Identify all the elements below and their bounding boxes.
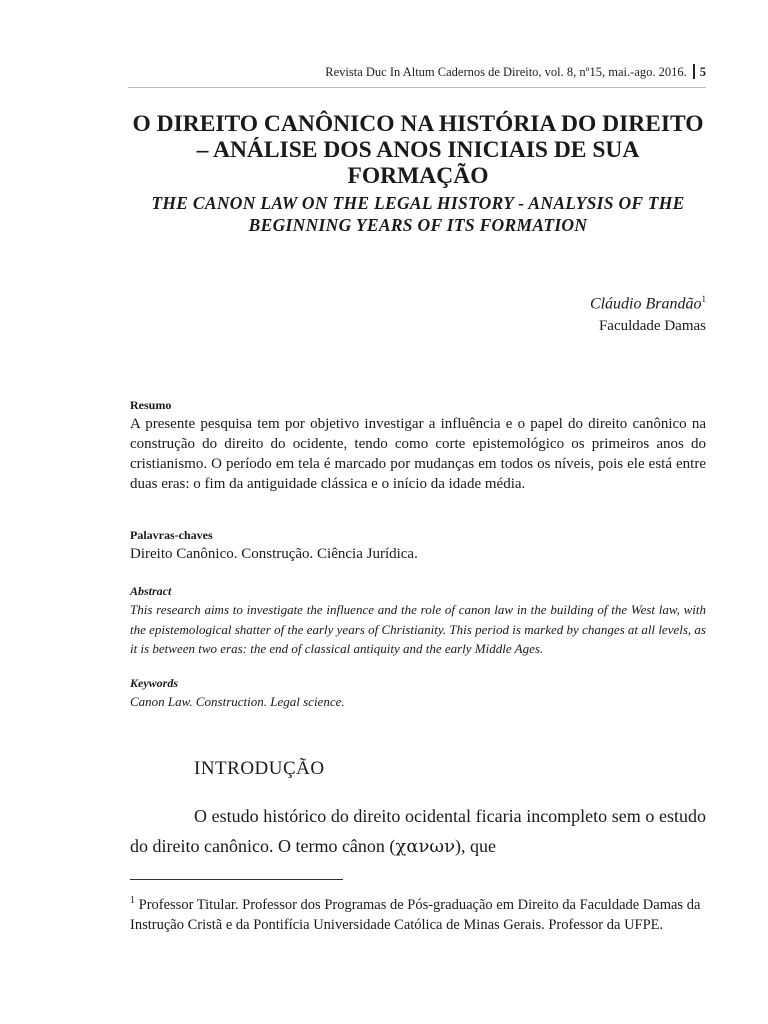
abstract-label: Abstract: [130, 584, 172, 598]
palavras-chaves-section: [130, 528, 706, 564]
abstract-section: [130, 584, 706, 659]
resumo-label: Resumo: [130, 398, 172, 412]
footnote: [130, 891, 706, 935]
introduction-paragraph: [130, 801, 706, 862]
author-block: [590, 288, 706, 337]
introduction-text-start: O estudo histórico do direito ocidental ficaria incompleto sem o estudo do direito canônico. O termo cânon (: [130, 806, 706, 856]
journal-citation: Revista Duc In Altum Cadernos de Direito, vol. 8, nº15, mai.-ago. 2016.: [325, 65, 687, 79]
footnote-rule: [130, 879, 343, 880]
footnote-mark: 1: [130, 895, 135, 906]
keywords-section: [130, 676, 706, 712]
keywords-text: Canon Law. Construction. Legal science.: [130, 694, 345, 709]
page-number: 5: [699, 65, 706, 79]
header-rule: [128, 87, 706, 88]
palavras-chaves-label: Palavras-chaves: [130, 528, 213, 542]
footnote-text: Professor Titular. Professor dos Programas de Pós-graduação em Direito da Faculdade Damas da Instrução Cristã e da Pontifícia Universidade Católica de Minas Gerais. Professor da UFPE.: [130, 896, 701, 933]
author-name: Cláudio Brandão: [589, 295, 702, 313]
header-separator: [693, 64, 695, 79]
greek-term: χανων: [395, 836, 456, 857]
resumo-text: A presente pesquisa tem por objetivo investigar a influência e o papel do direito canônico na construção do direito do ocidente, tendo como corte epistemológico os primeiros anos do cristianismo. O período em tela é marcado por mudanças em todos os níveis, pois ele está entre duas eras: o fim da antiguidade clássica e o início da idade média.: [130, 416, 706, 492]
running-header: [325, 64, 706, 80]
keywords-label: Keywords: [130, 676, 178, 690]
palavras-chaves-text: Direito Canônico. Construção. Ciência Jurídica.: [130, 546, 418, 562]
paper-subtitle-english: THE CANON LAW ON THE LEGAL HISTORY - ANALYSIS OF THE BEGINNING YEARS OF ITS FORMATION: [151, 193, 685, 235]
author-institution: Faculdade Damas: [598, 318, 706, 335]
introduction-text-end: ), que: [455, 836, 497, 856]
author-footnote-mark: 1: [701, 294, 706, 304]
paper-title: O DIREITO CANÔNICO NA HISTÓRIA DO DIREITO – ANÁLISE DOS ANOS INICIAIS DE SUA FORMAÇÃO: [132, 111, 704, 189]
abstract-text: This research aims to investigate the influence and the role of canon law in the building of the West law, with the epistemological shatter of the early years of Christianity. This period is marked by changes at all levels, as it is between two eras: the end of classical antiquity and the early Middle Ages.: [130, 602, 706, 656]
resumo-section: [130, 398, 706, 494]
introduction-heading: INTRODUÇÃO: [194, 758, 325, 779]
